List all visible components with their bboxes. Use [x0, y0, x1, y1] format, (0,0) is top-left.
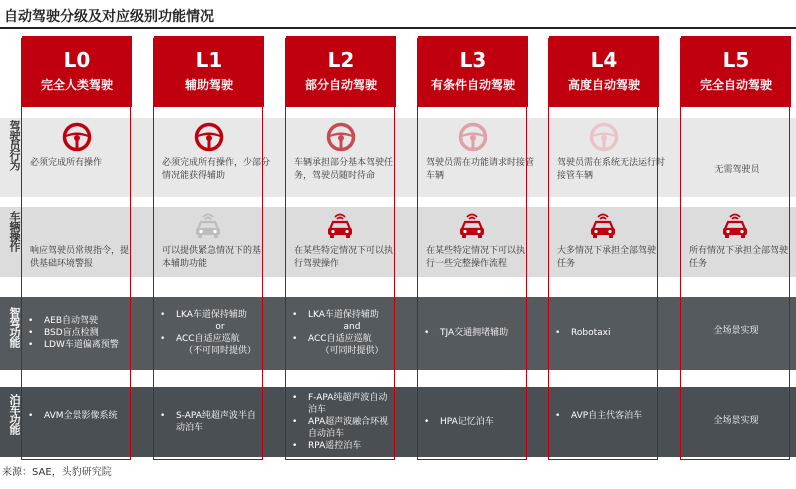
parking-item: [424, 416, 524, 428]
parking-list: [292, 392, 392, 452]
smart-driving-list: [160, 309, 264, 357]
source-note: 来源：SAE，头豹研究院: [2, 467, 112, 478]
bullet-dot: •: [160, 411, 166, 421]
level-name: 完全人类驾驶: [40, 78, 113, 92]
car-signal-icon: [324, 209, 356, 241]
level-code: L2: [327, 48, 355, 72]
row-label-smart: 智驾功能: [8, 307, 21, 347]
row-label-parking: 泊车功能: [8, 394, 21, 434]
bullet-dot: •: [292, 334, 298, 344]
bullet-dot: •: [424, 328, 430, 338]
level-header: [22, 36, 132, 107]
item-text: LDW车道偏离预警: [44, 340, 119, 350]
vehicle-operation-text: 在某些特定情况下可以执行一些完整操作流程: [426, 246, 526, 269]
car-signal-icon: [719, 209, 751, 241]
item-text: AVP自主代客泊车: [571, 411, 643, 421]
level-name: 辅助驾驶: [184, 78, 233, 92]
level-code: L3: [459, 48, 487, 72]
item-text: HPA记忆泊车: [440, 417, 494, 427]
level-code: L5: [722, 48, 750, 72]
bullet-dot: •: [555, 328, 561, 338]
car-signal-icon: [192, 209, 224, 241]
smart-driving-item: [160, 333, 264, 345]
bullet-dot: •: [28, 411, 34, 421]
level-code: L4: [590, 48, 618, 72]
level-name: 部分自动驾驶: [304, 78, 377, 92]
bullet-dot: •: [292, 441, 298, 451]
smart-driving-item: [160, 309, 264, 321]
item-text: LKA车道保持辅助: [308, 310, 379, 320]
parking-item: [160, 410, 260, 434]
smart-driving-item: [28, 327, 132, 339]
connector-text: or: [215, 322, 225, 332]
parking-item: [292, 416, 392, 440]
smart-driving-list: [424, 327, 528, 339]
connector-text: （不可同时提供）: [183, 346, 256, 356]
smart-driving-text: 全场景实现: [713, 326, 759, 336]
bullet-dot: •: [28, 328, 34, 338]
bullet-dot: •: [555, 411, 561, 421]
smart-driving-item: [28, 315, 132, 327]
title-divider: [0, 27, 796, 29]
bullet-dot: •: [28, 340, 34, 350]
item-text: TJA交通拥堵辅助: [440, 328, 509, 338]
vehicle-operation-text: 在某些特定情况下可以执行驾驶操作: [294, 246, 394, 269]
smart-driving-list: [555, 327, 659, 339]
parking-item: [555, 410, 655, 422]
item-text: Robotaxi: [571, 328, 611, 338]
steering-wheel-icon: [457, 121, 489, 153]
level-header: [418, 36, 528, 107]
level-code: L0: [63, 48, 91, 72]
item-text: APA超声波融合环视自动泊车: [308, 417, 389, 439]
item-text: LKA车道保持辅助: [176, 310, 247, 320]
bullet-dot: •: [160, 334, 166, 344]
smart-driving-item: [424, 327, 528, 339]
smart-driving-item: [28, 339, 132, 351]
level-code: L1: [195, 48, 223, 72]
smart-driving-item: [555, 327, 659, 339]
smart-driving-list: [28, 315, 132, 351]
item-text: ACC自适应巡航: [176, 334, 240, 344]
smart-driving-item: [292, 333, 396, 345]
driver-behavior-text: 无需驾驶员: [714, 165, 760, 175]
vehicle-operation-text: 可以提供紧急情况下的基本辅助功能: [162, 246, 262, 269]
smart-driving-item: [292, 309, 396, 321]
driver-behavior-text: 车辆承担部分基本驾驶任务，驾驶员随时待命: [294, 158, 394, 181]
steering-wheel-icon: [588, 121, 620, 153]
parking-item: [28, 410, 128, 422]
item-text: RPA遥控泊车: [308, 441, 362, 451]
driver-behavior-text: 驾驶员需在功能请求时接管车辆: [426, 158, 535, 181]
steering-wheel-icon: [61, 121, 93, 153]
parking-text: 全场景实现: [713, 416, 759, 426]
row-label-vehicle: 车辆操作: [8, 211, 21, 251]
bullet-dot: •: [292, 310, 298, 320]
item-text: BSD盲点检测: [44, 328, 99, 338]
bullet-dot: •: [292, 417, 298, 427]
row-label-driver: 驾驶员行为: [8, 120, 21, 170]
level-header: [549, 36, 659, 107]
bullet-dot: •: [160, 310, 166, 320]
level-name: 完全自动驾驶: [699, 78, 772, 92]
item-text: AVM全景影像系统: [44, 411, 118, 421]
level-header: [286, 36, 396, 107]
parking-list: [28, 410, 128, 422]
bullet-dot: •: [28, 316, 34, 326]
level-name: 高度自动驾驶: [567, 78, 640, 92]
level-header: [681, 36, 791, 107]
steering-wheel-icon: [325, 121, 357, 153]
item-text: S-APA纯超声波半自动泊车: [176, 411, 256, 433]
level-name: 有条件自动驾驶: [430, 78, 515, 92]
vehicle-operation-text: 响应驾驶员常规指令，提供基础环境警报: [30, 246, 130, 269]
level-header: [154, 36, 264, 107]
car-signal-icon: [456, 209, 488, 241]
bullet-dot: •: [292, 393, 298, 403]
driver-behavior-text: 驾驶员需在系统无法运行时接管车辆: [557, 158, 666, 181]
item-text: ACC自适应巡航: [308, 334, 372, 344]
bullet-dot: •: [424, 417, 430, 427]
item-text: AEB自动驾驶: [44, 316, 99, 326]
connector-text: and: [343, 322, 361, 332]
vehicle-operation-text: 所有情况下承担全部驾驶任务: [689, 246, 789, 269]
driver-behavior-text: 必须完成所有操作: [30, 158, 103, 168]
parking-list: [555, 410, 655, 422]
driver-behavior-text: 必须完成所有操作，少部分情况能获得辅助: [162, 158, 271, 181]
item-text: F-APA纯超声波自动泊车: [308, 393, 388, 415]
parking-item: [292, 392, 392, 416]
connector-text: （可同时提供）: [320, 346, 384, 356]
page-title: 自动驾驶分级及对应级别功能情况: [4, 9, 214, 25]
car-signal-icon: [587, 209, 619, 241]
smart-driving-list: [292, 309, 396, 357]
steering-wheel-icon: [193, 121, 225, 153]
vehicle-operation-text: 大多情况下承担全部驾驶任务: [557, 246, 657, 269]
parking-list: [160, 410, 260, 434]
parking-list: [424, 416, 524, 428]
parking-item: [292, 440, 392, 452]
